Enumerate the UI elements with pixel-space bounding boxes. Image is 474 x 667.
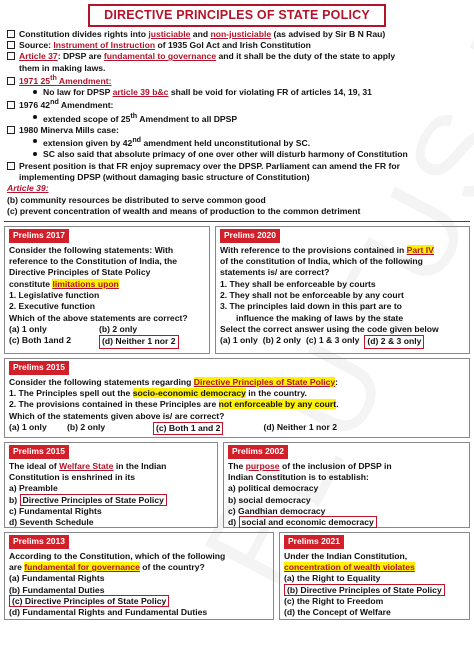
note-line: Present position is that FR enjoy supremacy over the DPSP. Parliament can amend the FR for — [7, 161, 467, 172]
row-4 — [0, 532, 474, 620]
article-39-heading: Article 39: — [7, 183, 49, 194]
answer-box: social and economic democracy — [239, 516, 377, 528]
note-line: Article 37: DPSP are fundamental to governance and it shall be the duty of the state to apply — [7, 51, 467, 62]
card-prelims-2015-a: Prelims 2015 Consider the following statements regarding Directive Principles of State Policy: 1. The Principles spell out the socio-economic democracy in the country. 2. The provisions contained in these Principles are not enforceable by any court. Which of the statements given above is/ are correct? (a) 1 only (b) 2 only (c) Both 1 and 2 (d) Neither 1 nor 2 — [4, 358, 470, 438]
year-tag: Prelims 2013 — [9, 535, 69, 548]
note-line: implementing DPSP (without damaging basic structure of Constitution) — [19, 172, 310, 183]
card-prelims-2015-b: Prelims 2015 The ideal of Welfare State in the Indian Constitution is enshrined in its a) Preamble b) Directive Principles of State Policy c) Fundamental Rights d) Seventh Schedule — [4, 442, 218, 528]
card-prelims-2021: Prelims 2021 Under the Indian Constitution, concentration of wealth violates (a) the Right to Equality (b) Directive Principles of State Policy (c) the Right to Freedom (d) the Concept of Welfare — [279, 532, 470, 620]
checkbox-icon — [7, 30, 15, 38]
year-tag: Prelims 2017 — [9, 229, 69, 242]
note-line: them in making laws. — [19, 62, 106, 73]
note-bullet: extended scope of 25th Amendment to all DPSP — [7, 112, 467, 125]
notes-section — [0, 27, 474, 218]
row-3 — [0, 442, 474, 528]
row-1 — [0, 226, 474, 354]
year-tag: Prelims 2015 — [9, 445, 69, 458]
note-line: Constitution divides rights into justiciable and non-justiciable (as advised by Sir B N Rau) — [7, 29, 467, 40]
divider — [4, 221, 470, 222]
note-bullet: extension given by 42nd amendment held unconstitutional by SC. — [7, 136, 467, 149]
year-tag: Prelims 2002 — [228, 445, 288, 458]
card-prelims-2020: Prelims 2020 With reference to the provisions contained in Part IV of the constitution of India, which of the following statements is/ are correct? 1. They shall be enforceable by courts 2. They shall not be enforceable by any court 3. The principles laid down in this part are to influence the making of laws by the state Select the correct answer using the code given below (a) 1 only (b) 2 only (c) 1 & 3 only (d) 2 & 3 only — [215, 226, 470, 354]
checkbox-icon — [7, 162, 15, 170]
answer-box: Directive Principles of State Policy — [20, 494, 167, 506]
checkbox-icon — [7, 41, 15, 49]
card-prelims-2017: Prelims 2017 Consider the following statements: With reference to the Constitution of India, the Directive Principles of State Policy constitute limitations upon 1. Legislative function 2. Executive function Which of the above statements are correct? (a) 1 only (b) 2 only (c) Both 1and 2 (d) Neither 1 nor 2 — [4, 226, 210, 354]
answer-box: (c) Both 1 and 2 — [153, 422, 223, 435]
answer-box: (d) Neither 1 nor 2 — [99, 335, 179, 348]
checkbox-icon — [7, 77, 15, 85]
answer-box: (b) Directive Principles of State Policy — [284, 584, 445, 596]
note-line: Source: Instrument of Instruction of 1935 GoI Act and Irish Constitution — [7, 40, 467, 51]
note-line: 1980 Minerva Mills case: — [7, 125, 467, 136]
year-tag: Prelims 2021 — [284, 535, 344, 548]
checkbox-icon — [7, 101, 15, 109]
card-prelims-2013: Prelims 2013 According to the Constitution, which of the following are fundamental for governance of the country? (a) Fundamental Rights (b) Fundamental Duties (c) Directive Principles of State Policy (d) Fundamental Rights and Fundamental Duties — [4, 532, 274, 620]
note-line: (c) prevent concentration of wealth and means of production to the common detriment — [7, 206, 361, 217]
year-tag: Prelims 2020 — [220, 229, 280, 242]
year-tag: Prelims 2015 — [9, 361, 69, 374]
note-line: 1971 25th Amendment: — [7, 74, 467, 87]
note-bullet: SC also said that absolute primacy of one over other will disturb harmony of Constitution — [7, 149, 467, 160]
answer-box: (c) Directive Principles of State Policy — [9, 595, 169, 607]
note-bullet: No law for DPSP article 39 b&c shall be void for violating FR of articles 14, 19, 31 — [7, 87, 467, 98]
note-line: 1976 42nd Amendment: — [7, 98, 467, 111]
card-prelims-2002: Prelims 2002 The purpose of the inclusion of DPSP in Indian Constitution is to establish: a) political democracy b) social democracy c) Gandhian democracy d) social and economic democracy — [223, 442, 470, 528]
note-line: (b) community resources be distributed to serve common good — [7, 194, 266, 205]
title-wrap — [0, 0, 474, 27]
checkbox-icon — [7, 52, 15, 60]
checkbox-icon — [7, 126, 15, 134]
answer-box: (d) 2 & 3 only — [364, 335, 424, 348]
page-title: DIRECTIVE PRINCIPLES OF STATE POLICY — [88, 4, 386, 27]
